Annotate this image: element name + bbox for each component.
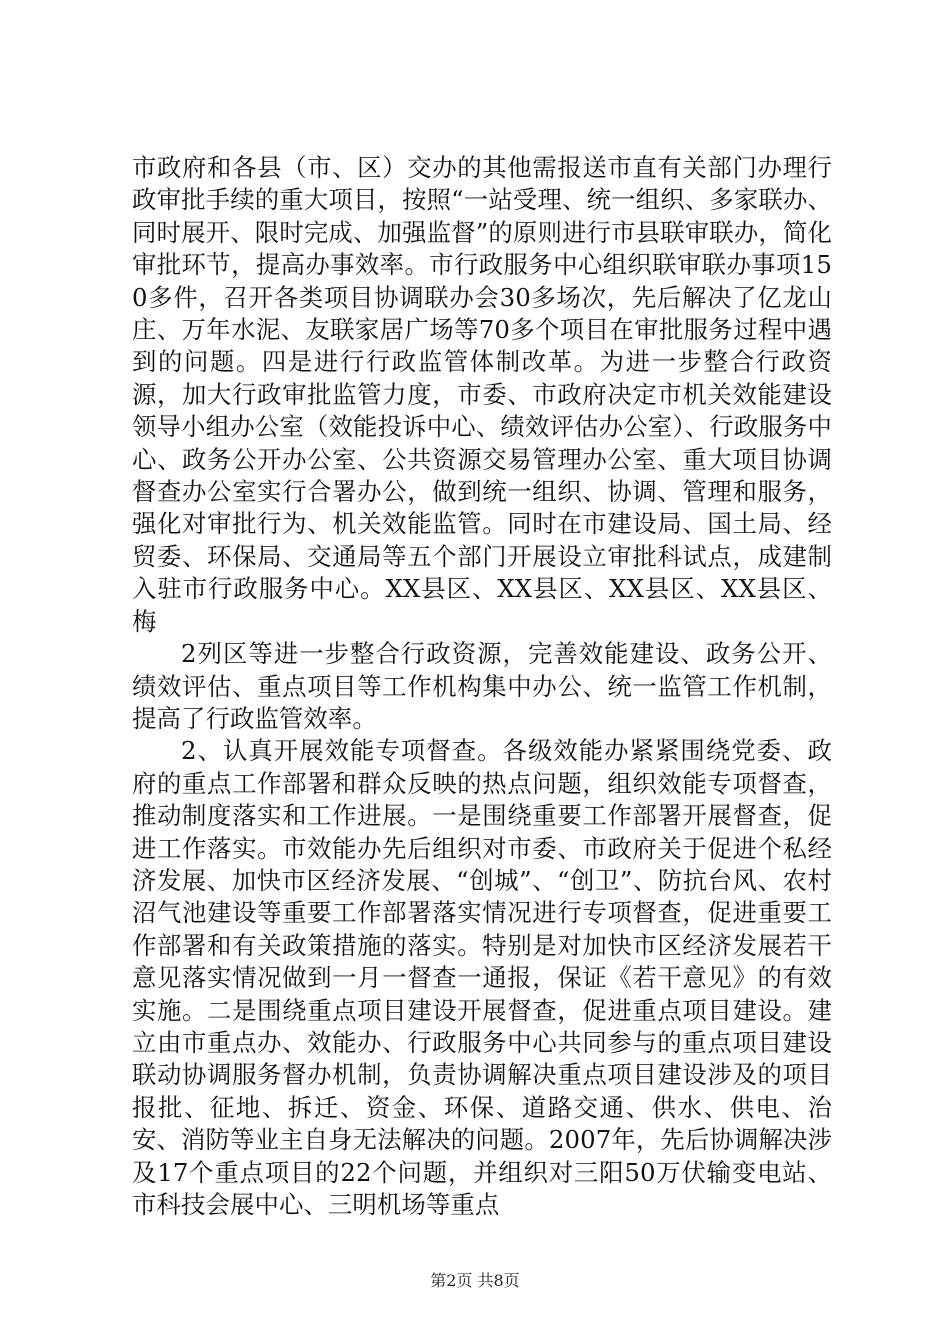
page-number-footer: 第2页 共8页 bbox=[430, 1271, 520, 1290]
paragraph-1: 市政府和各县（市、区）交办的其他需报送市直有关部门办理行政审批手续的重大项目，按照“一站受理、统一组织、多家联办、同时展开、限时完成、加强监督”的原则进行市县联审联办，简化审批环节，提高办事效率。市行政服务中心组织联审联办事项150多件，召开各类项目协调联办会30多场次，先后解决了亿龙山庄、万年水泥、友联家居广场等70多个项目在审批服务过程中遇到的问题。四是进行行政监管体制改革。为进一步整合行政资源，加大行政审批监管力度，市委、市政府决定市机关效能建设领导小组办公室（效能投诉中心、绩效评估办公室）、行政服务中心、政务公开办公室、公共资源交易管理办公室、重大项目协调督查办公室实行合署办公，做到统一组织、协调、管理和服务，强化对审批行为、机关效能监管。同时在市建设局、国土局、经贸委、环保局、交通局等五个部门开展设立审批科试点，成建制入驻市行政服务中心。XX县区、XX县区、XX县区、XX县区、梅 bbox=[132, 153, 832, 636]
document-body bbox=[132, 152, 832, 1221]
paragraph-2: 2列区等进一步整合行政资源，完善效能建设、政务公开、绩效评估、重点项目等工作机构集中办公、统一监管工作机制，提高了行政监管效率。 bbox=[132, 639, 832, 733]
paragraph-3: 2、认真开展效能专项督查。各级效能办紧紧围绕党委、政府的重点工作部署和群众反映的热点问题，组织效能专项督查，推动制度落实和工作进展。一是围绕重要工作部署开展督查，促进工作落实。市效能办先后组织对市委、市政府关于促进个私经济发展、加快市区经济发展、“创城”、“创卫”、防抗台风、农村沼气池建设等重要工作部署落实情况进行专项督查，促进重要工作部署和有关政策措施的落实。特别是对加快市区经济发展若干意见落实情况做到一月一督查一通报，保证《若干意见》的有效实施。二是围绕重点项目建设开展督查，促进重点项目建设。建立由市重点办、效能办、行政服务中心共同参与的重点项目建设联动协调服务督办机制，负责协调解决重点项目建设涉及的项目报批、征地、拆迁、资金、环保、道路交通、供水、供电、治安、消防等业主自身无法解决的问题。2007年，先后协调解决涉及17个重点项目的22个问题，并组织对三阳50万伏输变电站、市科技会展中心、三明机场等重点 bbox=[132, 736, 832, 1219]
